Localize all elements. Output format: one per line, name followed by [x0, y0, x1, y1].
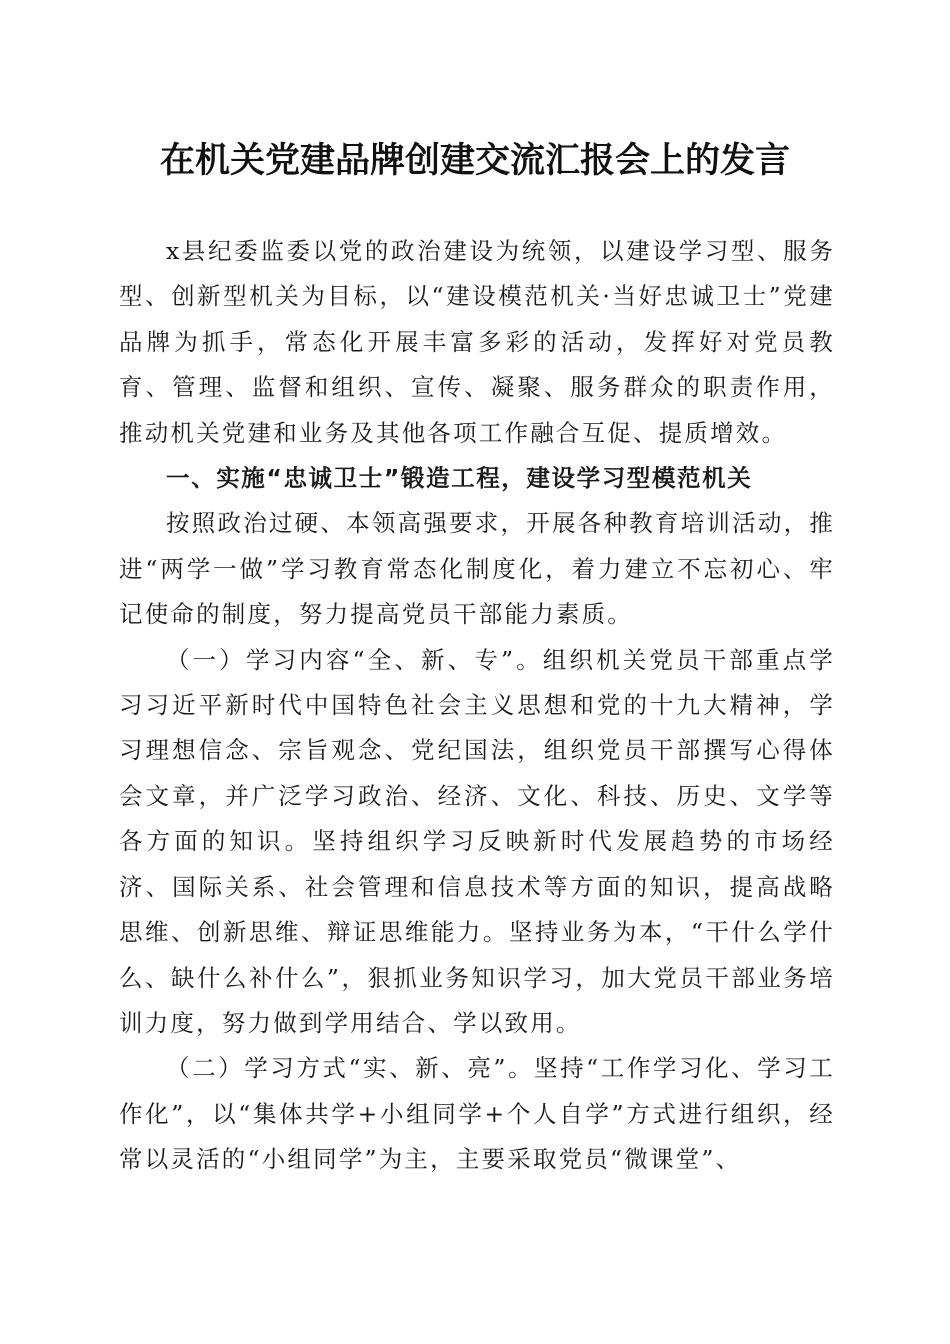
section-1-paragraph: 按照政治过硬、本领高强要求，开展各种教育培训活动，推进“两学一做”学习教育常态化制度化，着力建立不忘初心、牢记使命的制度，努力提高党员干部能力素质。 [119, 509, 835, 629]
subsection-1-paragraph [119, 638, 835, 1047]
subsection-1-label: （一）学习内容“全、新、专”。 [166, 645, 543, 674]
document-title: 在机关党建品牌创建交流汇报会上的发言 [159, 140, 790, 181]
intro-paragraph: x县纪委监委以党的政治建设为统领，以建设学习型、服务型、创新型机关为目标，以“建设模范机关·当好忠诚卫士”党建品牌为抓手，常态化开展丰富多彩的活动，发挥好对党员教育、管理、监督和组织、宣传、凝聚、服务群众的职责作用，推动机关党建和业务及其他各项工作融合互促、提质增效。 [119, 237, 835, 447]
subsection-2-text: 坚持“工作学习化、学习工作化”，以“集体共学+小组同学+个人自学”方式进行组织，经常以灵活的“小组同学”为主，主要采取党员“微课堂”、 [119, 1054, 835, 1174]
document-body [119, 229, 835, 1183]
subsection-2-paragraph [119, 1046, 835, 1182]
subsection-2-label: （二）学习方式“实、新、亮”。 [166, 1054, 535, 1083]
subsection-1-text: 组织机关党员干部重点学习习近平新时代中国特色社会主义思想和党的十九大精神，学习理想信念、宗旨观念、党纪国法，组织党员干部撰写心得体会文章，并广泛学习政治、经济、文化、科技、历史、文学等各方面的知识。坚持组织学习反映新时代发展趋势的市场经济、国际关系、社会管理和信息技术等方面的知识，提高战略思维、创新思维、辩证思维能力。坚持业务为本，“干什么学什么、缺什么补什么”，狠抓业务知识学习，加大党员干部业务培训力度，努力做到学用结合、学以致用。 [119, 645, 836, 1037]
section-1-heading: 一、实施“忠诚卫士”锻造工程，建设学习型模范机关 [166, 464, 753, 493]
